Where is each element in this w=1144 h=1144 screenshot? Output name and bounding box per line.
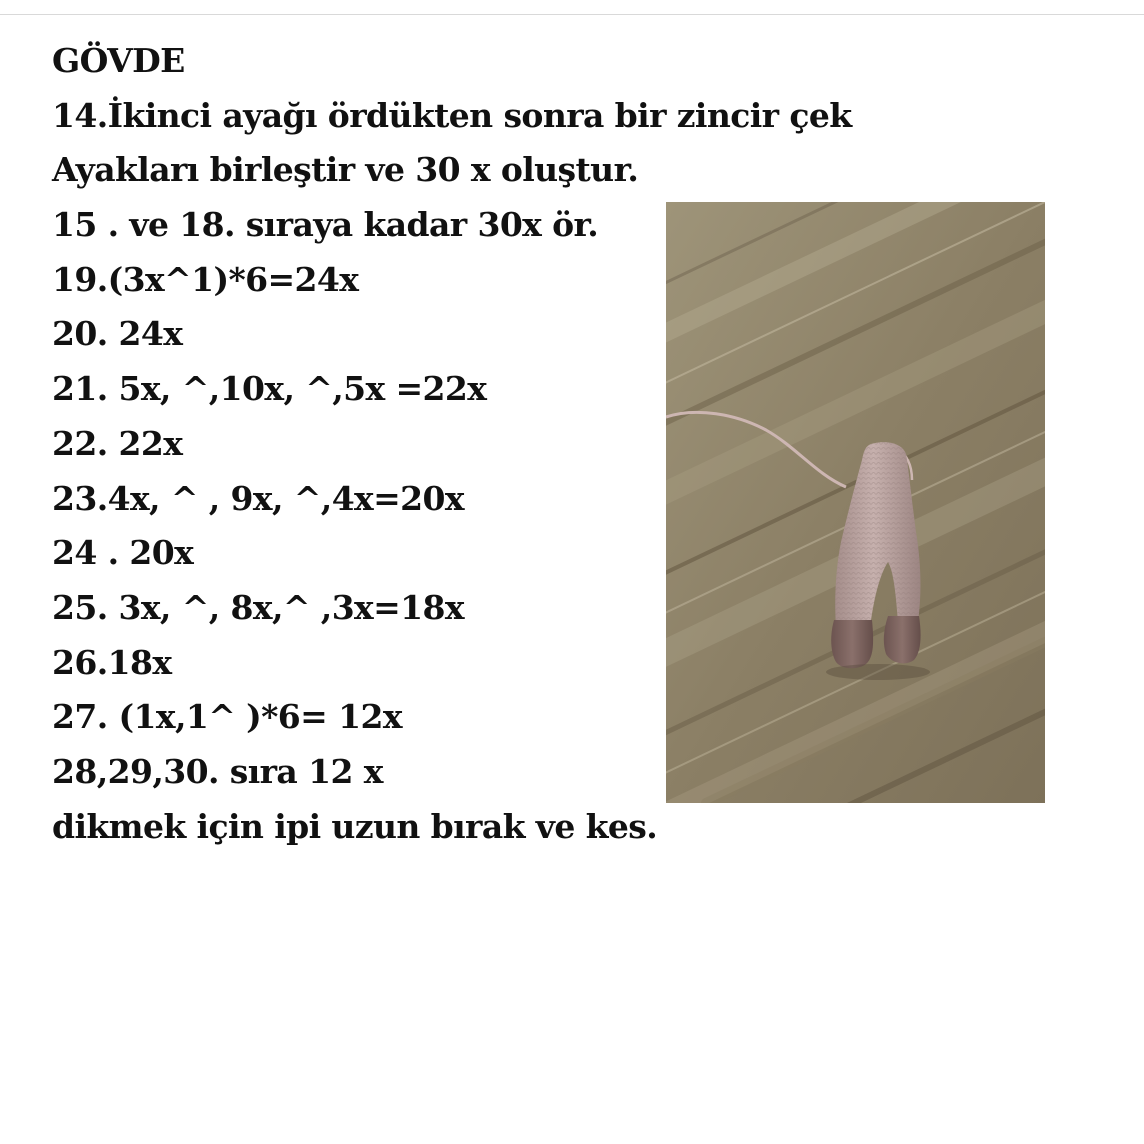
pattern-row-21: 21. 5x, ^,10x, ^,5x =22x <box>52 369 487 409</box>
pattern-row-join: Ayakları birleştir ve 30 x oluştur. <box>52 150 639 190</box>
pattern-row-23: 23.4x, ^ , 9x, ^,4x=20x <box>52 478 464 518</box>
pattern-row-24: 24 . 20x <box>52 533 194 573</box>
crochet-photo <box>666 202 1045 803</box>
pattern-row-14: 14.İkinci ayağı ördükten sonra bir zincir çek <box>52 95 852 135</box>
pattern-finish-note: dikmek için ipi uzun bırak ve kes. <box>52 806 658 846</box>
pattern-row-19: 19.(3x^1)*6=24x <box>52 259 359 299</box>
crochet-photo-image <box>666 202 1045 803</box>
top-divider <box>0 14 1144 15</box>
pattern-row-15-18: 15 . ve 18. sıraya kadar 30x ör. <box>52 205 599 245</box>
pattern-row-27: 27. (1x,1^ )*6= 12x <box>52 697 402 737</box>
pattern-row-28-30: 28,29,30. sıra 12 x <box>52 751 383 791</box>
pattern-row-26: 26.18x <box>52 642 172 682</box>
pattern-row-25: 25. 3x, ^, 8x,^ ,3x=18x <box>52 587 464 627</box>
pattern-row-20: 20. 24x <box>52 314 183 354</box>
section-heading: GÖVDE <box>52 41 185 80</box>
pattern-row-22: 22. 22x <box>52 423 183 463</box>
